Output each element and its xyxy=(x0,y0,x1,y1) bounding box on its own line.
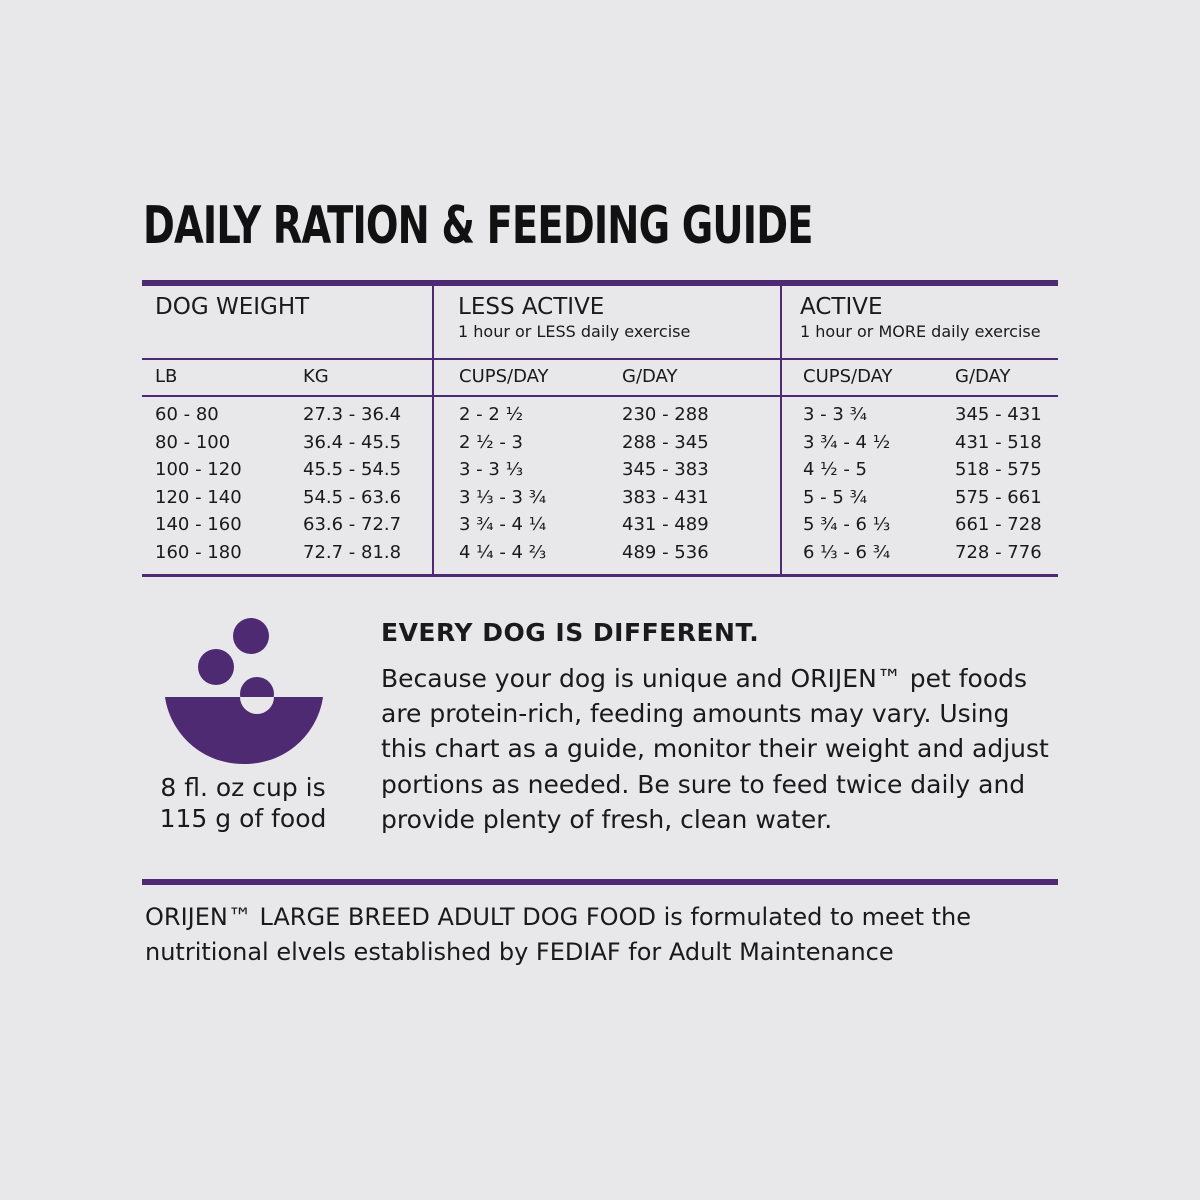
table-cell-active-grams: 661 - 728 xyxy=(955,514,1042,536)
column-header-less-cups: CUPS/DAY xyxy=(459,366,549,387)
table-cell-active-cups: 3 - 3 ¾ xyxy=(803,404,868,425)
table-cell-active-grams: 345 - 431 xyxy=(955,404,1042,425)
table-cell-lb: 80 - 100 xyxy=(155,431,231,453)
cup-note: 8 fl. oz cup is 115 g of food xyxy=(159,773,327,833)
table-cell-active-cups: 5 ¾ - 6 ⅓ xyxy=(803,514,891,536)
table-cell-active-cups: 6 ⅓ - 6 ¾ xyxy=(803,542,891,563)
table-cell-kg: 63.6 - 72.7 xyxy=(303,514,402,536)
table-cell-kg: 36.4 - 45.5 xyxy=(303,431,402,453)
table-cell-less-cups: 2 ½ - 3 xyxy=(459,431,524,453)
column-separator-1 xyxy=(432,286,434,576)
kibble-top xyxy=(233,618,269,654)
table-bottom-rule xyxy=(142,574,1058,577)
footer-rule xyxy=(142,879,1058,885)
table-cell-less-cups: 2 - 2 ½ xyxy=(459,404,524,425)
table-cell-less-cups: 4 ¼ - 4 ⅔ xyxy=(459,542,547,563)
dog-weight-header: DOG WEIGHT xyxy=(155,294,310,320)
column-header-divider xyxy=(142,395,1058,397)
table-cell-lb: 100 - 120 xyxy=(155,459,242,481)
table-cell-kg: 72.7 - 81.8 xyxy=(303,542,402,563)
table-cell-less-cups: 3 ⅓ - 3 ¾ xyxy=(459,486,547,508)
active-subheader: 1 hour or MORE daily exercise xyxy=(800,322,1041,341)
table-cell-active-grams: 728 - 776 xyxy=(955,542,1042,563)
table-cell-active-cups: 3 ¾ - 4 ½ xyxy=(803,431,891,453)
column-header-kg: KG xyxy=(303,366,329,387)
column-separator-2 xyxy=(780,286,782,576)
column-header-less-grams: G/DAY xyxy=(622,366,678,387)
table-cell-active-cups: 5 - 5 ¾ xyxy=(803,486,868,508)
table-cell-lb: 60 - 80 xyxy=(155,404,219,425)
table-cell-active-grams: 575 - 661 xyxy=(955,486,1042,508)
table-cell-kg: 27.3 - 36.4 xyxy=(303,404,402,425)
table-cell-active-grams: 518 - 575 xyxy=(955,459,1042,481)
active-header: ACTIVE xyxy=(800,294,883,320)
column-header-active-cups: CUPS/DAY xyxy=(803,366,893,387)
table-cell-active-grams: 431 - 518 xyxy=(955,431,1042,453)
table-cell-less-grams: 288 - 345 xyxy=(622,431,709,453)
food-bowl-icon xyxy=(160,612,330,772)
info-body: Because your dog is unique and ORIJEN™ pet foods are protein-rich, feeding amounts may vary. Using this chart as a guide, monitor their weight and adjust portions as needed. Be sure to feed twice daily and provide plenty of fresh, clean water. xyxy=(381,664,1049,834)
column-header-active-grams: G/DAY xyxy=(955,366,1011,387)
header-divider-right xyxy=(433,358,1058,360)
column-header-lb: LB xyxy=(155,366,178,387)
info-heading: EVERY DOG IS DIFFERENT. xyxy=(381,618,760,647)
table-cell-kg: 45.5 - 54.5 xyxy=(303,459,402,481)
footer-note: ORIJEN™ LARGE BREED ADULT DOG FOOD is formulated to meet the nutritional elvels established by FEDIAF for Adult Maintenance xyxy=(145,903,972,966)
less-active-header: LESS ACTIVE xyxy=(458,294,605,320)
table-cell-less-cups: 3 - 3 ⅓ xyxy=(459,459,524,481)
table-cell-less-grams: 230 - 288 xyxy=(622,404,709,425)
table-cell-kg: 54.5 - 63.6 xyxy=(303,486,402,508)
table-cell-active-cups: 4 ½ - 5 xyxy=(803,459,868,481)
table-cell-less-grams: 489 - 536 xyxy=(622,542,709,563)
table-cell-less-grams: 345 - 383 xyxy=(622,459,709,481)
page-title: DAILY RATION & FEEDING GUIDE xyxy=(143,196,813,256)
table-cell-lb: 160 - 180 xyxy=(155,542,242,563)
table-top-rule xyxy=(142,280,1058,286)
table-cell-less-grams: 383 - 431 xyxy=(622,486,709,508)
table-cell-less-cups: 3 ¾ - 4 ¼ xyxy=(459,514,547,536)
table-cell-lb: 120 - 140 xyxy=(155,486,242,508)
less-active-subheader: 1 hour or LESS daily exercise xyxy=(458,322,691,341)
table-cell-less-grams: 431 - 489 xyxy=(622,514,709,536)
table-cell-lb: 140 - 160 xyxy=(155,514,242,536)
kibble-left xyxy=(198,649,234,685)
header-divider-left xyxy=(142,358,433,360)
